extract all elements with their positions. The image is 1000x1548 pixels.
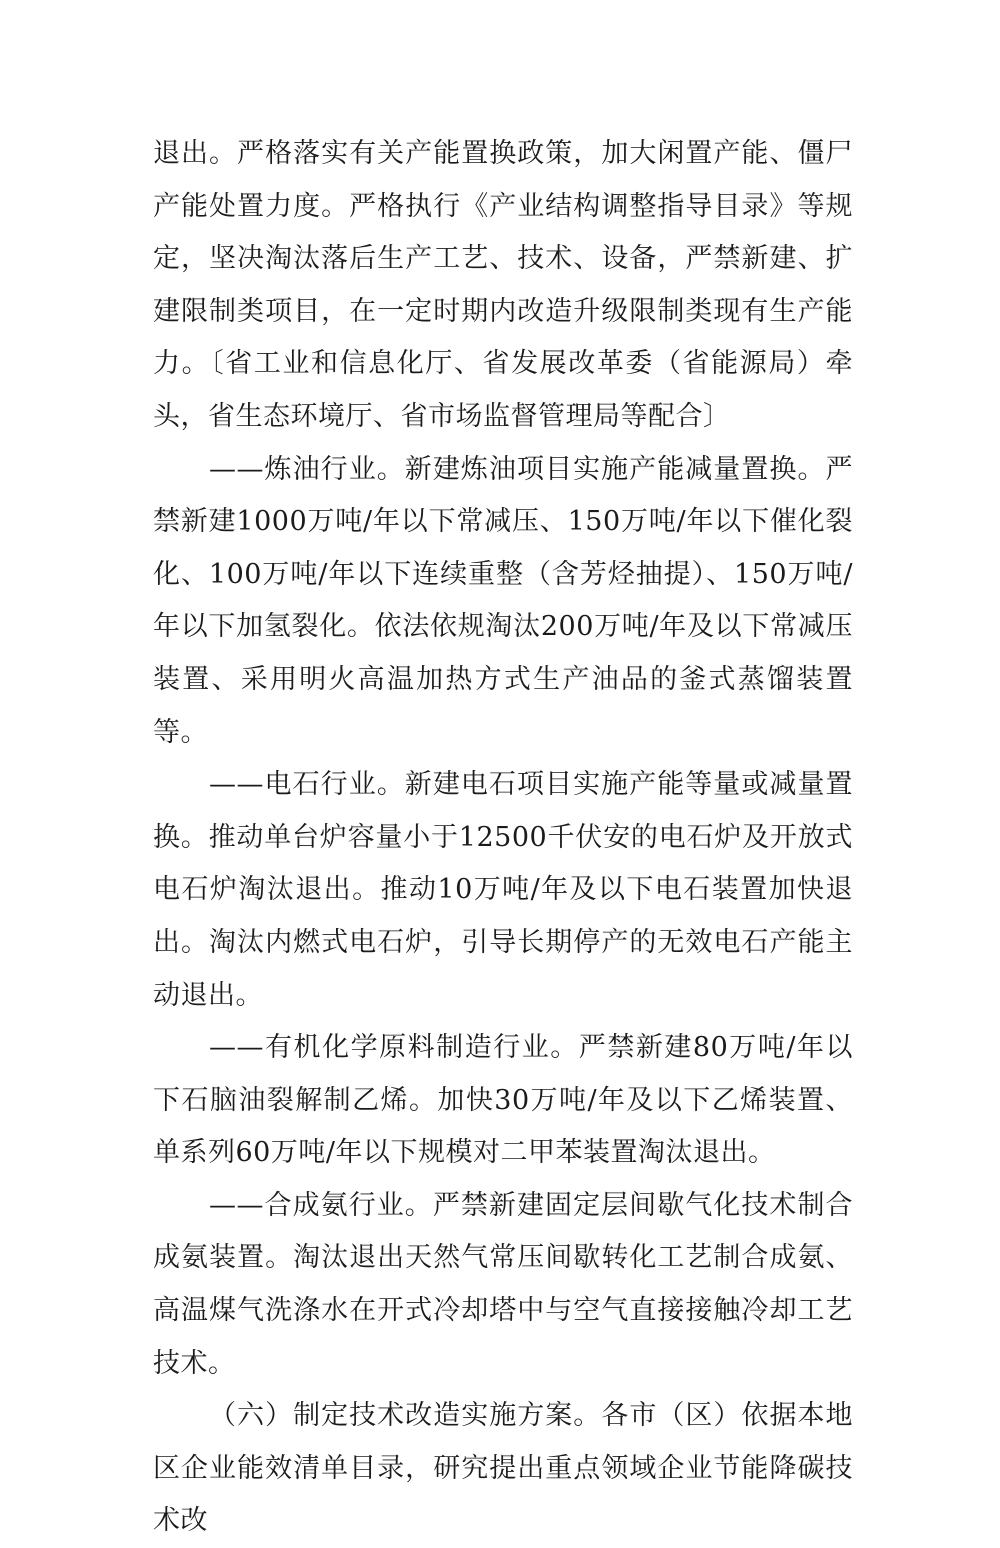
document-body	[153, 128, 853, 1548]
paragraph-synthetic-ammonia: ——合成氨行业。严禁新建固定层间歇气化技术制合成氨装置。淘汰退出天然气常压间歇转化工艺制合成氨、高温煤气洗涤水在开式冷却塔中与空气直接接触冷却工艺技术。	[153, 1189, 853, 1379]
paragraph-capacity-exit: 退出。严格落实有关产能置换政策，加大闲置产能、僵尸产能处置力度。严格执行《产业结构调整指导目录》等规定，坚决淘汰落后生产工艺、技术、设备，严禁新建、扩建限制类项目，在一定时期内改造升级限制类现有生产能力。〔省工业和信息化厅、省发展改革委（省能源局）牵头，省生态环境厅、省市场监督管理局等配合〕	[153, 138, 853, 432]
paragraph-oil-refining: ——炼油行业。新建炼油项目实施产能减量置换。严禁新建1000万吨/年以下常减压、150万吨/年以下催化裂化、100万吨/年以下连续重整（含芳烃抽提）、150万吨/年以下加氢裂化。依法依规淘汰200万吨/年及以下常减压装置、采用明火高温加热方式生产油品的釜式蒸馏装置等。	[153, 453, 853, 748]
paragraph-organic-chemical: ——有机化学原料制造行业。严禁新建80万吨/年以下石脑油裂解制乙烯。加快30万吨/年及以下乙烯装置、单系列60万吨/年以下规模对二甲苯装置淘汰退出。	[153, 1032, 853, 1169]
paragraph-technical-renovation: （六）制定技术改造实施方案。各市（区）依据本地区企业能效清单目录，研究提出重点领域企业节能降碳技术改	[153, 1400, 853, 1537]
paragraph-calcium-carbide: ——电石行业。新建电石项目实施产能等量或减量置换。推动单台炉容量小于12500千伏安的电石炉及开放式电石炉淘汰退出。推动10万吨/年及以下电石装置加快退出。淘汰内燃式电石炉，引导长期停产的无效电石产能主动退出。	[153, 769, 853, 1011]
